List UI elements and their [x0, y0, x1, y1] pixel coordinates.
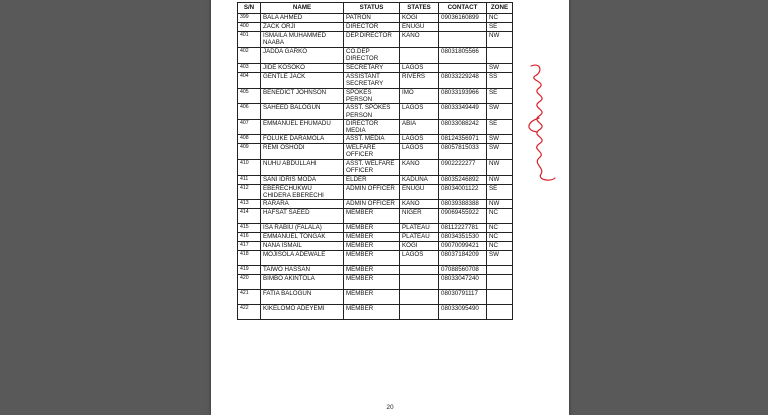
cell-name: EMMANUEL TONGAK	[261, 233, 344, 242]
cell-state: PLATEAU	[400, 224, 439, 233]
cell-sn: 402	[238, 48, 261, 64]
cell-state	[400, 305, 439, 320]
cell-status: ELDER	[344, 175, 400, 184]
cell-status: SECRETARY	[344, 64, 400, 73]
table-row	[238, 23, 513, 32]
table-row	[238, 175, 513, 184]
cell-contact: 08031805566	[439, 48, 487, 64]
cell-state: KOGI	[400, 242, 439, 251]
page-number: 20	[386, 404, 394, 411]
cell-state: LAGOS	[400, 135, 439, 144]
cell-status: MEMBER	[344, 209, 400, 224]
cell-name: ISMAILA MUHAMMED NAABA	[261, 32, 344, 48]
cell-sn: 407	[238, 119, 261, 134]
cell-status: ADMIN OFFICER	[344, 184, 400, 199]
cell-status: ASST. WELFARE OFFICER	[344, 159, 400, 175]
cell-status: DEP.DIRECTOR	[344, 32, 400, 48]
cell-sn: 414	[238, 209, 261, 224]
cell-contact: 08039388388	[439, 200, 487, 209]
cell-zone	[487, 275, 513, 290]
table-row	[238, 144, 513, 159]
cell-status: MEMBER	[344, 266, 400, 275]
cell-state: KADUNA	[400, 175, 439, 184]
cell-name: KIKELOMO ADEYEMI	[261, 305, 344, 320]
cell-zone: SE	[487, 184, 513, 199]
table-row	[238, 184, 513, 199]
cell-status: ASST. MEDIA	[344, 135, 400, 144]
cell-name: JADDA GARKO	[261, 48, 344, 64]
cell-status: MEMBER	[344, 275, 400, 290]
table-row	[238, 119, 513, 134]
cell-state: KOGI	[400, 14, 439, 23]
table-row	[238, 233, 513, 242]
cell-zone	[487, 305, 513, 320]
cell-name: EBERECHUKWU CHIDERA EBERECHI	[261, 184, 344, 199]
cell-sn: 421	[238, 290, 261, 305]
cell-status: MEMBER	[344, 290, 400, 305]
cell-sn: 409	[238, 144, 261, 159]
document-page[interactable]	[211, 0, 569, 415]
cell-sn: 417	[238, 242, 261, 251]
cell-contact: 08030791117	[439, 290, 487, 305]
table-row	[238, 159, 513, 175]
signature-stroke	[529, 65, 555, 180]
cell-zone: NW	[487, 200, 513, 209]
cell-name: JIDE KOSOKO	[261, 64, 344, 73]
cell-contact: 09069455922	[439, 209, 487, 224]
header-states: STATES	[400, 3, 439, 14]
cell-state: KANO	[400, 200, 439, 209]
cell-status: ASST. SPOKES PERSON	[344, 104, 400, 119]
cell-contact: 08033193966	[439, 89, 487, 104]
cell-name: FATIA BALOGUN	[261, 290, 344, 305]
cell-contact	[439, 64, 487, 73]
roster-table	[237, 2, 513, 320]
cell-sn: 403	[238, 64, 261, 73]
cell-state: KANO	[400, 159, 439, 175]
cell-contact: 0902222277	[439, 159, 487, 175]
cell-zone: NW	[487, 159, 513, 175]
cell-sn: 411	[238, 175, 261, 184]
table-row	[238, 209, 513, 224]
cell-sn: 419	[238, 266, 261, 275]
cell-state: NIGER	[400, 209, 439, 224]
cell-contact: 08124356971	[439, 135, 487, 144]
cell-contact: 08033349449	[439, 104, 487, 119]
cell-state	[400, 48, 439, 64]
roster-body	[238, 14, 513, 320]
cell-name: HAFSAT SAEED	[261, 209, 344, 224]
cell-state: PLATEAU	[400, 233, 439, 242]
cell-name: MOJISOLA ADEWALE	[261, 251, 344, 266]
cell-zone: SW	[487, 64, 513, 73]
cell-sn: 406	[238, 104, 261, 119]
cell-contact: 08037184209	[439, 251, 487, 266]
cell-sn: 415	[238, 224, 261, 233]
cell-contact: 08033047240	[439, 275, 487, 290]
table-row	[238, 305, 513, 320]
cell-sn: 401	[238, 32, 261, 48]
cell-status: PATRON	[344, 14, 400, 23]
cell-status: SPOKES PERSON	[344, 89, 400, 104]
cell-status: MEMBER	[344, 251, 400, 266]
cell-contact: 08035246892	[439, 175, 487, 184]
cell-zone: SE	[487, 23, 513, 32]
table-row	[238, 89, 513, 104]
cell-name: FOLUKE DARAMOLA	[261, 135, 344, 144]
table-row	[238, 73, 513, 89]
cell-contact: 08112227781	[439, 224, 487, 233]
cell-zone: NC	[487, 233, 513, 242]
cell-state: KANO	[400, 32, 439, 48]
cell-state: ABIA	[400, 119, 439, 134]
cell-zone: SE	[487, 119, 513, 134]
cell-zone: SW	[487, 144, 513, 159]
cell-status: ADMIN OFFICER	[344, 200, 400, 209]
table-row	[238, 14, 513, 23]
table-row	[238, 251, 513, 266]
cell-name: TAIWO HASSAN	[261, 266, 344, 275]
cell-sn: 416	[238, 233, 261, 242]
header-sn: S/N	[238, 3, 261, 14]
cell-zone: SE	[487, 89, 513, 104]
cell-sn: 422	[238, 305, 261, 320]
header-status: STATUS	[344, 3, 400, 14]
cell-name: BENEDICT JOHNSON	[261, 89, 344, 104]
cell-name: SAHEED BALOGUN	[261, 104, 344, 119]
table-row	[238, 266, 513, 275]
cell-zone: SS	[487, 73, 513, 89]
cell-sn: 418	[238, 251, 261, 266]
table-row	[238, 64, 513, 73]
cell-zone	[487, 266, 513, 275]
cell-zone: NC	[487, 209, 513, 224]
cell-zone: SW	[487, 135, 513, 144]
table-row	[238, 200, 513, 209]
cell-zone: NW	[487, 175, 513, 184]
cell-zone	[487, 290, 513, 305]
cell-name: ZACK ORJI	[261, 23, 344, 32]
cell-name: SANI IDRIS MODA	[261, 175, 344, 184]
cell-sn: 420	[238, 275, 261, 290]
cell-state: LAGOS	[400, 104, 439, 119]
table-row	[238, 48, 513, 64]
cell-contact: 08034351530	[439, 233, 487, 242]
header-name: NAME	[261, 3, 344, 14]
cell-name: REMI OSHODI	[261, 144, 344, 159]
cell-state	[400, 266, 439, 275]
cell-state: LAGOS	[400, 64, 439, 73]
cell-state: ENUGU	[400, 184, 439, 199]
table-row	[238, 32, 513, 48]
cell-state	[400, 290, 439, 305]
cell-name: NANA ISMAIL	[261, 242, 344, 251]
cell-contact	[439, 23, 487, 32]
header-contact: CONTACT	[439, 3, 487, 14]
table-row	[238, 104, 513, 119]
cell-status: WELFARE OFFICER	[344, 144, 400, 159]
cell-sn: 404	[238, 73, 261, 89]
table-row	[238, 224, 513, 233]
cell-contact: 07088560708	[439, 266, 487, 275]
cell-contact: 08033229248	[439, 73, 487, 89]
cell-sn: 413	[238, 200, 261, 209]
cell-status: DIRECTOR	[344, 23, 400, 32]
table-row	[238, 242, 513, 251]
cell-sn: 400	[238, 23, 261, 32]
cell-state: IMO	[400, 89, 439, 104]
cell-sn: 410	[238, 159, 261, 175]
cell-state: RIVERS	[400, 73, 439, 89]
table-row	[238, 290, 513, 305]
cell-status: CO.DEP DIRECTOR	[344, 48, 400, 64]
cell-state: ENUGU	[400, 23, 439, 32]
header-zone: ZONE	[487, 3, 513, 14]
signature	[521, 58, 561, 188]
cell-name: GENTLE JACK	[261, 73, 344, 89]
table-row	[238, 135, 513, 144]
cell-contact: 09070099421	[439, 242, 487, 251]
cell-state: LAGOS	[400, 251, 439, 266]
cell-sn: 399	[238, 14, 261, 23]
cell-contact: 08033095490	[439, 305, 487, 320]
cell-status: ASSISTANT SECRETARY	[344, 73, 400, 89]
table-row	[238, 275, 513, 290]
cell-zone: NC	[487, 14, 513, 23]
cell-status: MEMBER	[344, 305, 400, 320]
cell-zone	[487, 48, 513, 64]
cell-contact: 08033088242	[439, 119, 487, 134]
cell-name: NUHU ABDULLAHI	[261, 159, 344, 175]
cell-sn: 405	[238, 89, 261, 104]
cell-status: MEMBER	[344, 233, 400, 242]
cell-name: RARARA	[261, 200, 344, 209]
cell-name: BALA AHMED	[261, 14, 344, 23]
cell-contact: 09036160899	[439, 14, 487, 23]
cell-zone: SW	[487, 251, 513, 266]
cell-state	[400, 275, 439, 290]
cell-contact: 08057815033	[439, 144, 487, 159]
cell-status: MEMBER	[344, 242, 400, 251]
cell-name: ISA RABIU (FALALA)	[261, 224, 344, 233]
cell-zone: NC	[487, 242, 513, 251]
cell-sn: 412	[238, 184, 261, 199]
cell-sn: 408	[238, 135, 261, 144]
cell-status: DIRECTOR MEDIA	[344, 119, 400, 134]
cell-contact	[439, 32, 487, 48]
cell-status: MEMBER	[344, 224, 400, 233]
table-header-row	[238, 3, 513, 14]
cell-zone: SW	[487, 104, 513, 119]
cell-zone: NW	[487, 32, 513, 48]
cell-zone: NC	[487, 224, 513, 233]
cell-state: LAGOS	[400, 144, 439, 159]
cell-name: EMMANUEL EHUMADU	[261, 119, 344, 134]
cell-contact: 08034001122	[439, 184, 487, 199]
cell-name: BIMBO AKINTOLA	[261, 275, 344, 290]
